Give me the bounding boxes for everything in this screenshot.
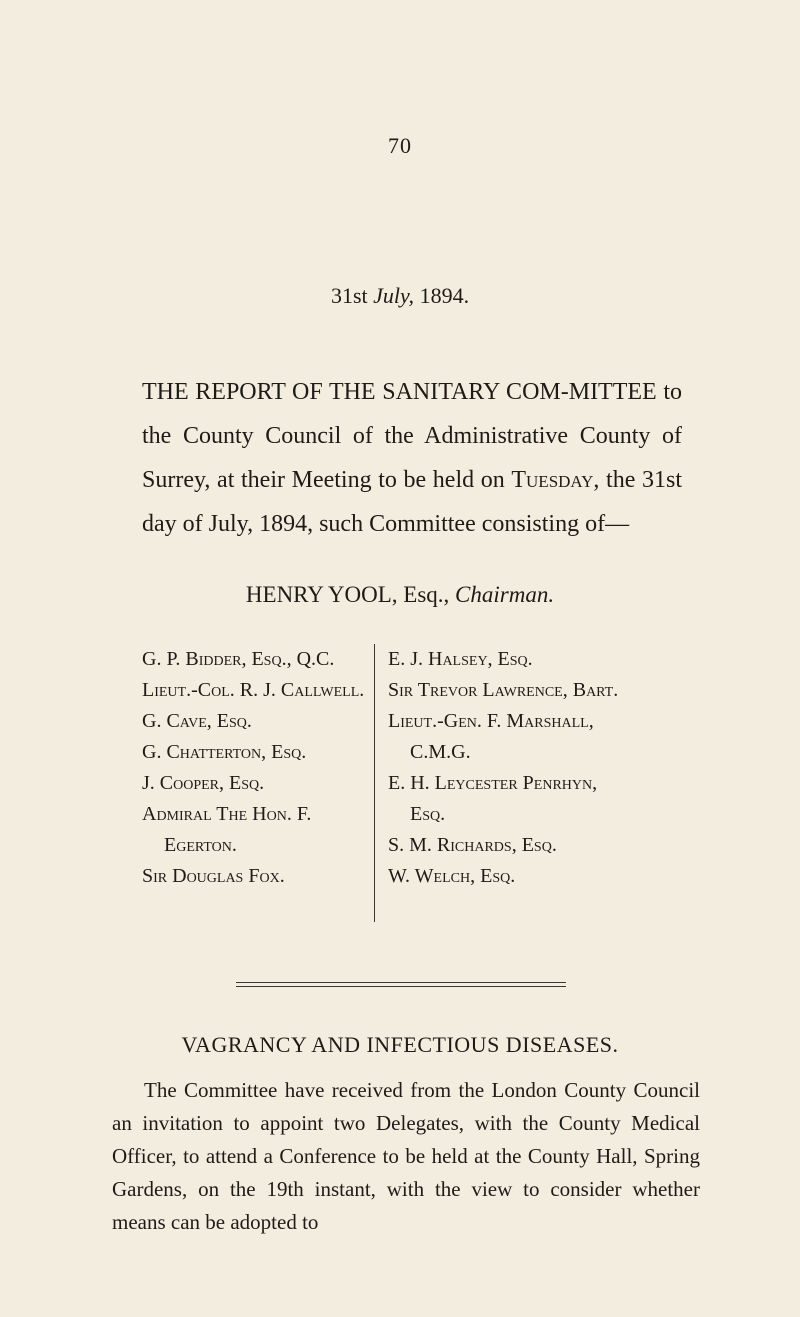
dateline-month: July, [373,283,415,308]
members-right-column [374,644,718,922]
member-line: G. Chatterton, Esq. [142,741,307,763]
page-number: 70 [388,133,412,158]
dateline-day: 31st [330,283,368,308]
member-line: E. H. Leycester Penrhyn, [388,772,598,794]
intro-text-2: the 31st day of July, 1894, such Committee consisting of— [142,467,683,537]
body-paragraph: The Committee have received from the London County Council an invitation to appoint two Delegates, with the County Medical Officer, to attend a Conference to be held at the County Hall, Spring Gardens, on the 19th instant, with the view to consider whether means can be adopted to [112,1078,700,1234]
intro-text-1: THE REPORT OF THE SANITARY COM-MITTEE to the County Council of the Administrative County of Surrey, at their Meeting to be held on [142,379,682,493]
section-divider [236,986,566,987]
member-line: C.M.G. [410,741,471,763]
section-heading: VAGRANCY AND INFECTIOUS DISEASES. [181,1032,619,1057]
chairman-line [0,582,800,608]
member-line: Lieut.-Gen. F. Marshall, [388,710,594,732]
member-line: Lieut.-Col. R. J. Callwell. [142,679,365,701]
member-line: S. M. Richards, Esq. [388,834,557,856]
member-line: Sir Douglas Fox. [142,865,285,887]
chairman-name: HENRY YOOL, Esq., [245,582,456,607]
chairman-title: Chairman. [455,582,555,607]
member-line: W. Welch, Esq. [388,865,516,887]
member-line: J. Cooper, Esq. [142,772,265,794]
dateline-year: 1894. [419,283,470,308]
member-line: E. J. Halsey, Esq. [388,648,533,670]
member-line: G. Cave, Esq. [142,710,252,732]
section-divider [236,982,566,983]
member-line: Esq. [410,803,446,825]
intro-paragraph [142,370,682,546]
intro-day-name: Tuesday, [511,467,600,493]
members-left-column [142,644,365,892]
member-line: Sir Trevor Lawrence, Bart. [388,679,619,701]
member-line: Egerton. [164,834,237,856]
member-line: G. P. Bidder, Esq., Q.C. [142,648,335,670]
dateline [0,283,800,309]
member-line: Admiral The Hon. F. [142,803,312,825]
